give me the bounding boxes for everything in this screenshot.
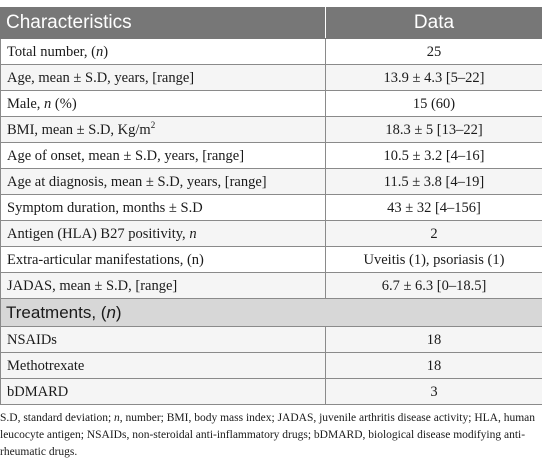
table-row [1, 91, 542, 117]
table-row [1, 143, 542, 169]
row-value-bdmard: 3 [326, 379, 542, 405]
table-row [1, 273, 542, 299]
row-value-methotrexate: 18 [326, 353, 542, 379]
row-label-bmi: BMI, mean ± S.D, $Kg/m^2$ [1, 117, 326, 143]
row-label-nsaids: NSAIDs [1, 327, 326, 353]
table-row [1, 117, 542, 143]
row-label-extra-articular: Extra-articular manifestations, (n) [1, 247, 326, 273]
table-row [1, 327, 542, 353]
row-label-hla-b27: Antigen (HLA) B27 positivity, n [1, 221, 326, 247]
row-label-total-number: Total number, (n) [1, 39, 326, 65]
row-value-jadas: 6.7 ± 6.3 [0–18.5] [326, 273, 542, 299]
row-value-extra-articular: Uveitis (1), psoriasis (1) [326, 247, 542, 273]
table-row [1, 65, 542, 91]
row-label-age: Age, mean ± S.D, years, [range] [1, 65, 326, 91]
row-value-total-number: 25 [326, 39, 542, 65]
row-value-bmi: 18.3 ± 5 [13–22] [326, 117, 542, 143]
row-label-symptom-duration: Symptom duration, months ± S.D [1, 195, 326, 221]
table-row [1, 379, 542, 405]
table-row [1, 247, 542, 273]
row-label-age-at-diagnosis: Age at diagnosis, mean ± S.D, years, [range] [1, 169, 326, 195]
row-label-male: Male, n (%) [1, 91, 326, 117]
table-footnote [0, 410, 542, 461]
header-characteristics: Characteristics [1, 8, 326, 39]
row-value-symptom-duration: 43 ± 32 [4–156] [326, 195, 542, 221]
row-value-male: 15 (60) [326, 91, 542, 117]
row-value-age-of-onset: 10.5 ± 3.2 [4–16] [326, 143, 542, 169]
row-value-nsaids: 18 [326, 327, 542, 353]
row-label-bdmard: bDMARD [1, 379, 326, 405]
table-row [1, 195, 542, 221]
header-data: Data [326, 8, 542, 39]
table-row [1, 221, 542, 247]
row-value-age-at-diagnosis: 11.5 ± 3.8 [4–19] [326, 169, 542, 195]
row-label-age-of-onset: Age of onset, mean ± S.D, years, [range] [1, 143, 326, 169]
table-row [1, 169, 542, 195]
characteristics-table [0, 7, 542, 405]
header-row [1, 8, 542, 39]
table-row [1, 353, 542, 379]
row-label-jadas: JADAS, mean ± S.D, [range] [1, 273, 326, 299]
section-label-treatments: Treatments, (n) [1, 299, 542, 327]
footnote-text: S.D, standard deviation; n, number; BMI, body mass index; JADAS, juvenile arthritis disease activity; HLA, human leucocyte antigen; NSAIDs, non-steroidal anti-inflammatory drugs; bDMARD, biological disease modifying anti-rheumatic drugs. [0, 412, 535, 458]
row-label-methotrexate: Methotrexate [1, 353, 326, 379]
section-row-treatments [1, 299, 542, 327]
table-row [1, 39, 542, 65]
row-value-age: 13.9 ± 4.3 [5–22] [326, 65, 542, 91]
row-value-hla-b27: 2 [326, 221, 542, 247]
